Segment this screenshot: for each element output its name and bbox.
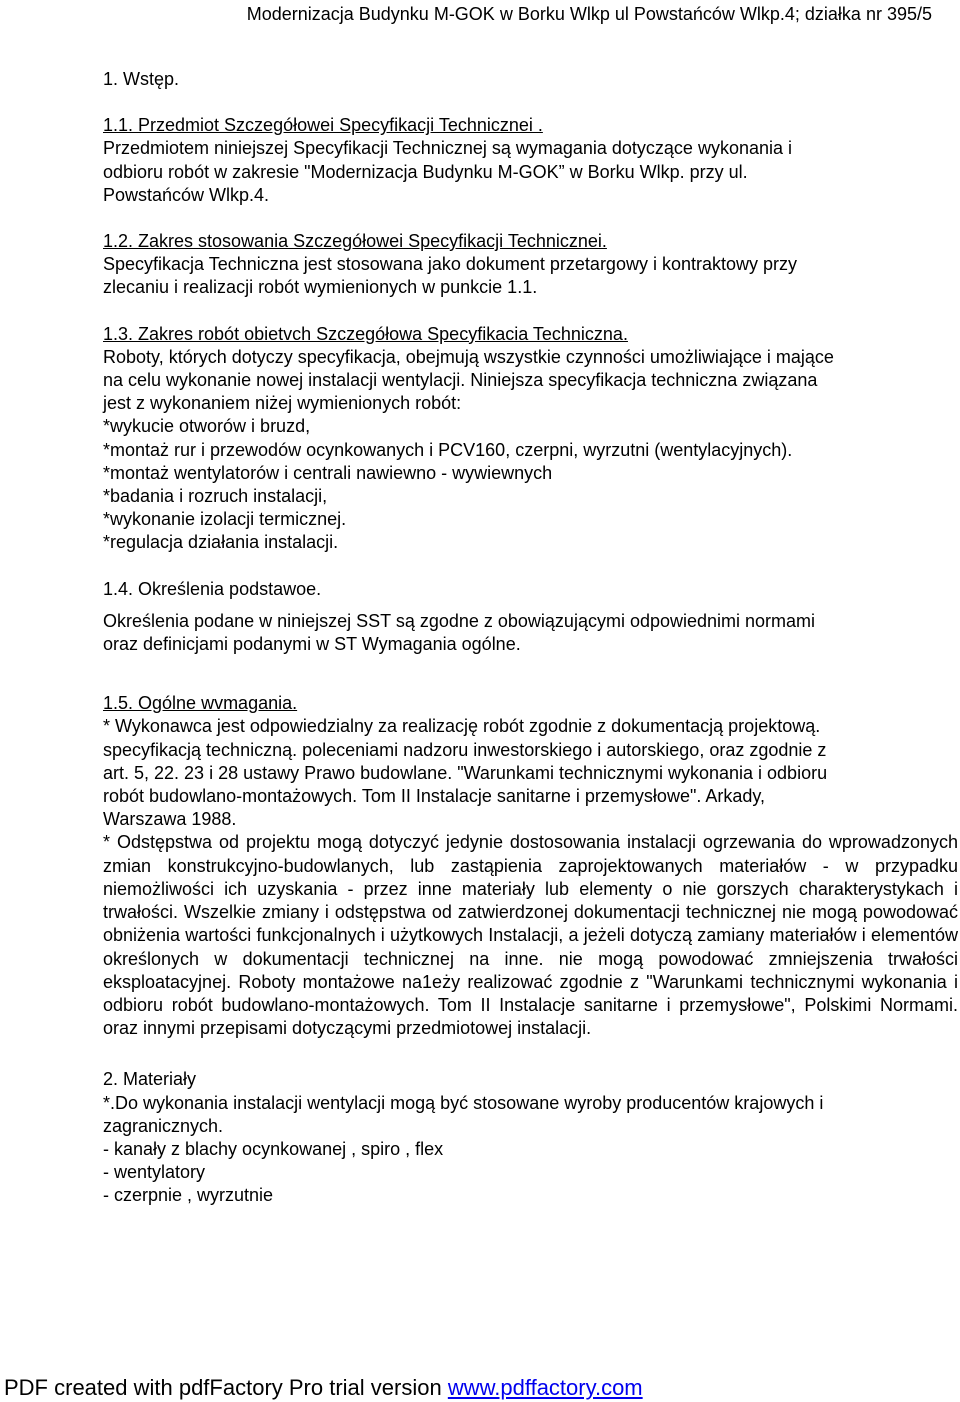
section-1-5-line: Warszawa 1988.: [103, 809, 237, 830]
document-body: [103, 68, 960, 1208]
list-item: - kanały z blachy ocynkowanej , spiro , flex: [103, 1138, 444, 1159]
section-1-1-heading: 1.1. Przedmiot Szczegółowei Specyfikacji Technicznei .: [103, 115, 543, 136]
section-1-2-heading: 1.2. Zakres stosowania Szczegółowei Specyfikacji Technicznei.: [103, 231, 607, 252]
section-2-line: *.Do wykonania instalacji wentylacji mogą być stosowane wyroby producentów krajowych i: [103, 1092, 824, 1113]
section-1-heading: 1. Wstęp.: [103, 69, 180, 89]
section-1-2-line: zlecaniu i realizacji robót wymienionych w punkcie 1.1.: [103, 277, 538, 298]
list-item: - wentylatory: [103, 1162, 206, 1183]
footer-text: PDF created with pdfFactory Pro trial version: [4, 1375, 448, 1400]
section-1-5-line: robót budowlano-montażowych. Tom II Instalacje sanitarne i przemysłowe". Arkady,: [103, 786, 766, 807]
section-1-5-line: * Wykonawca jest odpowiedzialny za realizację robót zgodnie z dokumentacją projektową.: [103, 716, 821, 737]
list-item: *badania i rozruch instalacji,: [103, 486, 328, 507]
section-2-heading: 2. Materiały: [103, 1069, 197, 1090]
section-1-3-heading: 1.3. Zakres robót obietvch Szczegółowa Specyfikacia Techniczna.: [103, 323, 628, 344]
list-item: *wykonanie izolacji termicznej.: [103, 509, 347, 530]
list-item: *montaż wentylatorów i centrali nawiewno - wywiewnych: [103, 462, 553, 483]
section-2-line: zagranicznych.: [103, 1115, 224, 1136]
pdf-footer: [4, 1375, 643, 1401]
section-1-1-line: Przedmiotem niniejszej Specyfikacji Technicznej są wymagania dotyczące wykonania i: [103, 138, 792, 159]
section-1-3-line: jest z wykonaniem niżej wymienionych robót:: [103, 393, 462, 414]
section-1-1-line: odbioru robót w zakresie "Modernizacja Budynku M-GOK” w Borku Wlkp. przy ul.: [103, 161, 748, 182]
list-item: - czerpnie , wyrzutnie: [103, 1185, 274, 1206]
list-item: *wykucie otworów i bruzd,: [103, 416, 311, 437]
list-item: *montaż rur i przewodów ocynkowanych i PCV160, czerpni, wyrzutni (wentylacyjnych).: [103, 439, 793, 460]
pdffactory-link[interactable]: www.pdffactory.com: [447, 1375, 643, 1400]
page-header: Modernizacja Budynku M-GOK w Borku Wlkp ul Powstańców Wlkp.4; działka nr 395/5: [246, 4, 932, 24]
section-1-3-line: na celu wykonanie nowej instalacji wentylacji. Niniejsza specyfikacja techniczna związana: [103, 370, 818, 391]
section-1-1-line: Powstańców Wlkp.4.: [103, 184, 270, 205]
section-1-4-line: oraz definicjami podanymi w ST Wymagania ogólne.: [103, 634, 521, 655]
section-1-4-line: Określenia podane w niniejszej SST są zgodne z obowiązującymi odpowiednimi normami: [103, 610, 816, 631]
section-1-4-heading: 1.4. Określenia podstawoe.: [103, 578, 322, 599]
section-1-2-line: Specyfikacja Techniczna jest stosowana jako dokument przetargowy i kontraktowy przy: [103, 254, 798, 275]
list-item: *regulacja działania instalacji.: [103, 532, 339, 553]
section-1-3-line: Roboty, których dotyczy specyfikacja, obejmują wszystkie czynności umożliwiające i mające: [103, 346, 834, 367]
section-1-5-line: specyfikacją techniczną. poleceniami nadzoru inwestorskiego i autorskiego, oraz zgodnie z: [103, 739, 827, 760]
section-1-5-line: art. 5, 22. 23 i 28 ustawy Prawo budowlane. "Warunkami technicznymi wykonania i odbioru: [103, 762, 828, 783]
section-1-5-heading: 1.5. Ogólne wvmagania.: [103, 693, 298, 714]
section-1-5-paragraph: * Odstępstwa od projektu mogą dotyczyć jedynie dostosowania instalacji ogrzewania do wprowadzonych zmian konstrukcyjno-budowlanych, lub zastąpienia zaprojektowanych materiałów - w przypadku niemożliwości ich uzyskania - przez inne materiały lub elementy o nie gorszych charakterystykach i trwałości. Wszelkie zmiany i odstępstwa od zatwierdzonej dokumentacji technicznej nie mogą powodować obniżenia wartości funkcjonalnych i użytkowych Instalacji, a jeżeli dotyczą zamiany materiałów i elementów określonych w dokumentacji technicznej na inne. nie mogą powodować zmniejszenia trwałości eksploatacyjnej. Roboty montażowe na1eży realizować zgodnie z "Warunkami technicznymi wykonania i odbioru robót budowlano-montażowych. Tom II Instalacje sanitarne i przemysłowe", Polskimi Normami. oraz innymi przepisami dotyczącymi przedmiotowej instalacji.: [103, 832, 958, 1039]
